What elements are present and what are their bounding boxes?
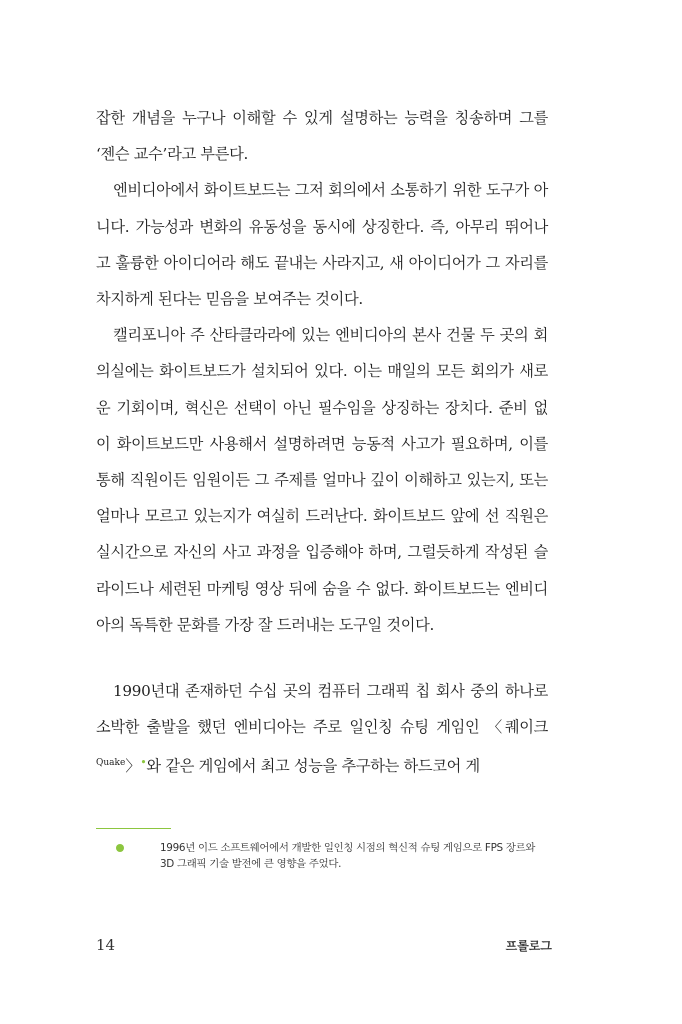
closing-bracket: 〉 — [125, 757, 141, 776]
footnote-bullet-icon — [116, 844, 124, 852]
paragraph-1: 잡한 개념을 누구나 이해할 수 있게 설명하는 능력을 칭송하며 그를 ‘젠슨 교수’라고 부른다. — [96, 109, 548, 164]
paragraph-2: 엔비디아에서 화이트보드는 그저 회의에서 소통하기 위한 도구가 아니다. 가능성과 변화의 유동성을 동시에 상징한다. 즉, 아무리 뛰어나고 훌륭한 아이디어라 해도 끝내는 사라지고, 새 아이디어가 그 자리를 차지하게 된다는 믿음을 보여주는 것이다. — [96, 181, 548, 309]
paragraph-3: 캘리포니아 주 산타클라라에 있는 엔비디아의 본사 건물 두 곳의 회의실에는 화이트보드가 설치되어 있다. 이는 매일의 모든 회의가 새로운 기회이며, 혁신은 선택이 아닌 필수임을 상징하는 장치다. 준비 없이 화이트보드만 사용해서 설명하려면 능동적 사고가 필요하며, 이를 통해 직원이든 임원이든 그 주제를 얼마나 깊이 이해하고 있는지, 또는 얼마나 모르고 있는지가 여실히 드러난다. 화이트보드 앞에 선 직원은 실시간으로 자신의 사고 과정을 입증해야 하며, 그럴듯하게 작성된 슬라이드나 세련된 마케팅 영상 뒤에 숨을 수 없다. 화이트보드는 엔비디아의 독특한 문화를 가장 잘 드러내는 도구일 것이다. — [96, 326, 548, 634]
paragraph-4-text: 1990년대 존재하던 수십 곳의 컴퓨터 그래픽 칩 회사 중의 하나로 소박한 출발을 했던 엔비디아는 주로 일인칭 슈팅 게임인 〈퀘이크 — [96, 682, 548, 737]
quake-superscript: Quake — [96, 758, 126, 769]
paragraph-4 — [96, 673, 548, 785]
body-text — [96, 100, 548, 785]
footnote-text: 1996년 이드 소프트웨어에서 개발한 일인칭 시점의 혁신적 슈팅 게임으로 FPS 장르와 3D 그래픽 기술 발전에 큰 영향을 주었다. — [160, 842, 536, 870]
page-number: 14 — [96, 936, 116, 954]
footnote-divider — [96, 828, 171, 829]
section-name: 프롤로그 — [505, 939, 552, 953]
footnote-mark-icon[interactable]: • — [140, 756, 147, 770]
paragraph-4-continuation: 와 같은 게임에서 최고 성능을 추구하는 하드코어 게 — [146, 757, 480, 776]
footnote — [96, 840, 552, 872]
